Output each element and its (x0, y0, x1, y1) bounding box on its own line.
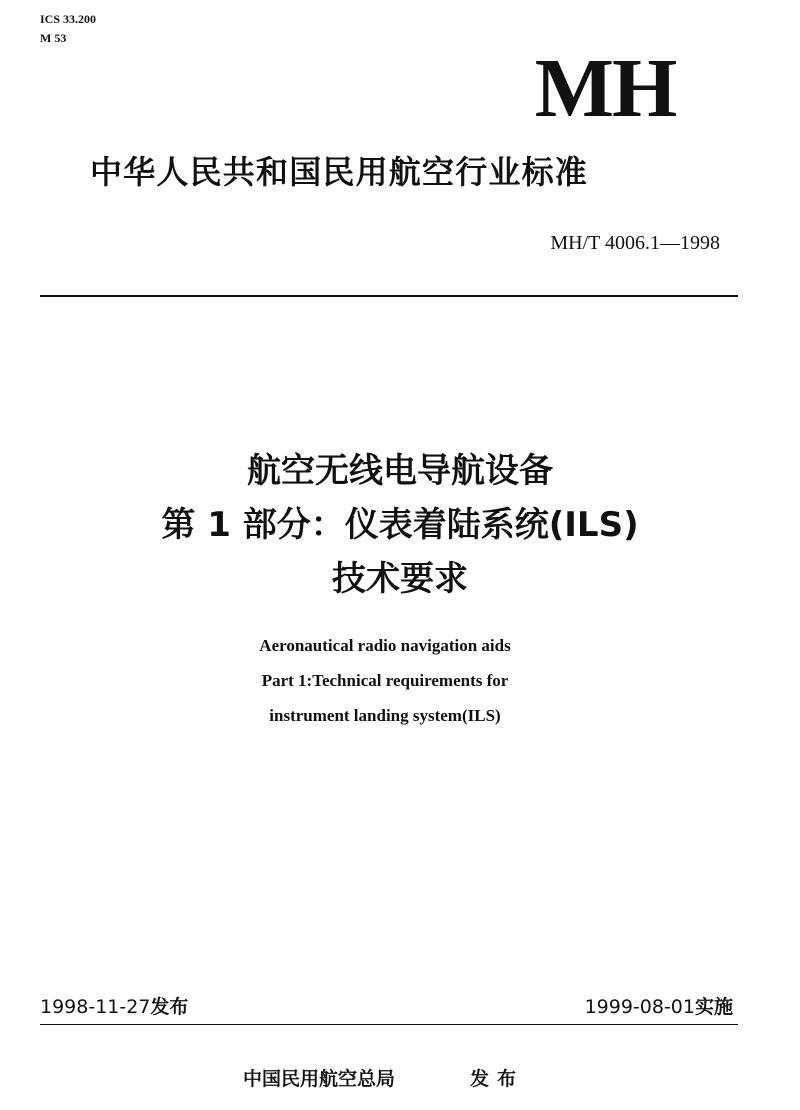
implementation-date-value: 1999-08-01 (584, 996, 695, 1018)
english-title-line-2: Part 1:Technical requirements for (261, 671, 509, 690)
issue-date (40, 992, 188, 1019)
classification-codes (40, 10, 96, 48)
standard-category-title: 中华人民共和国民用航空行业标准 (90, 153, 589, 191)
chinese-title-line-1: 航空无线电导航设备 (247, 451, 553, 491)
ccs-code: M 53 (40, 31, 67, 45)
header-divider (40, 295, 738, 297)
chinese-title-line-2: 第 1 部分：仪表着陆系统(ILS) (161, 505, 639, 545)
standard-number: MH/T 4006.1—1998 (550, 232, 720, 254)
publish-label: 发布 (470, 1068, 525, 1090)
publisher-name: 中国民用航空总局 (243, 1068, 396, 1090)
implementation-label: 实施 (694, 996, 733, 1018)
implementation-date (520, 992, 733, 1019)
issue-label: 发布 (150, 996, 189, 1018)
chinese-title-line-3: 技术要求 (332, 559, 468, 599)
footer-divider (40, 1024, 738, 1025)
english-title-line-3: instrument landing system(ILS) (269, 706, 501, 725)
issue-date-value: 1998-11-27 (40, 996, 151, 1018)
english-title-line-1: Aeronautical radio navigation aids (259, 636, 511, 655)
ics-code: ICS 33.200 (40, 12, 97, 26)
mh-logo: MH (534, 42, 676, 135)
